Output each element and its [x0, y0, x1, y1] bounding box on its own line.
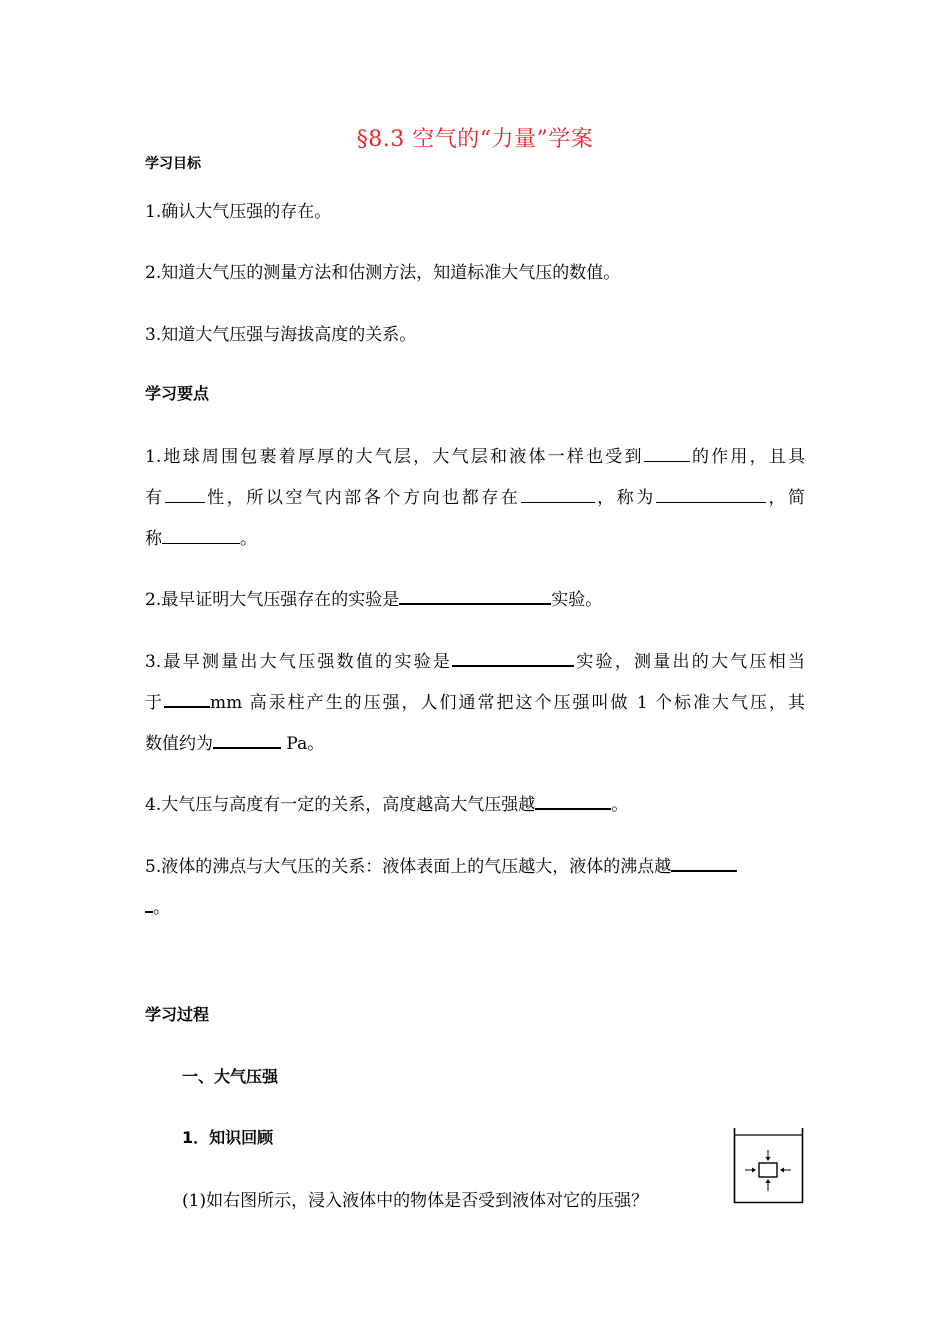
- q3-text-a: 3.最早测量出大气压强数值的实验是: [145, 652, 453, 672]
- q3-blank-value[interactable]: [213, 732, 281, 749]
- q4-text-a: 4.大气压与高度有一定的关系，高度越高大气压强越: [145, 795, 536, 815]
- key-point-3-line-2: [145, 688, 805, 713]
- key-point-2: [145, 585, 602, 610]
- q1-text-b: 的作用，且具: [689, 447, 806, 467]
- q1-text-a: 1.地球周围包裹着厚厚的大气层，大气层和液体一样也受到: [145, 447, 644, 467]
- q3-blank-experiment[interactable]: [452, 650, 574, 667]
- key-point-3-line-1: [145, 647, 805, 672]
- q1-blank-exists[interactable]: [521, 487, 595, 503]
- q2-text-a: 2.最早证明大气压强存在的实验是: [145, 590, 400, 610]
- key-point-1-line-1: [145, 442, 805, 467]
- q4-blank[interactable]: [535, 793, 611, 810]
- q1-text-g: 称: [145, 529, 162, 549]
- q2-text-b: 实验。: [551, 590, 603, 610]
- goal-item-1: 1.确认大气压强的存在。: [145, 202, 332, 222]
- q1-blank-name[interactable]: [656, 487, 766, 503]
- goal-item-2: 2.知道大气压的测量方法和估测方法，知道标准大气压的数值。: [145, 263, 621, 283]
- q1-text-d: 性，所以空气内部各个方向也都存在: [204, 488, 521, 508]
- atmospheric-pressure-heading: 一、大气压强: [182, 1067, 279, 1086]
- q5-blank-cont[interactable]: [145, 896, 153, 913]
- q3-text-c: 于: [145, 693, 164, 713]
- q1-blank-force[interactable]: [644, 446, 690, 462]
- key-point-5-line-1: [145, 852, 737, 877]
- key-point-3-line-3: [145, 729, 324, 754]
- key-points-heading: 学习要点: [145, 384, 210, 403]
- q1-text-e: ，称为: [594, 488, 656, 508]
- question-1: (1)如右图所示，浸入液体中的物体是否受到液体对它的压强？: [182, 1191, 649, 1211]
- knowledge-review-heading: 1．知识回顾: [182, 1128, 274, 1147]
- q4-text-b: 。: [611, 795, 629, 815]
- document-title: §8.3 空气的“力量”学案: [356, 127, 594, 152]
- q3-text-d: mm 高汞柱产生的压强，人们通常把这个压强叫做 1 个标准大气压，其: [210, 693, 805, 713]
- q1-text-c: 有: [145, 488, 165, 508]
- q3-text-f: Pa。: [281, 734, 325, 754]
- q1-blank-short[interactable]: [162, 528, 240, 544]
- q5-text-a: 5.液体的沸点与大气压的关系：液体表面上的气压越大，液体的沸点越: [145, 857, 672, 877]
- submerged-object-diagram: [733, 1128, 804, 1204]
- q2-blank-experiment[interactable]: [399, 588, 551, 605]
- key-point-1-line-3: [145, 524, 257, 549]
- key-point-5-line-2: [145, 893, 170, 918]
- learning-process-heading: 学习过程: [145, 1005, 210, 1024]
- q5-blank[interactable]: [671, 855, 737, 872]
- q3-text-e: 数值约为: [145, 734, 213, 754]
- key-point-1-line-2: [145, 483, 805, 508]
- q1-blank-property[interactable]: [165, 487, 205, 503]
- q1-text-f: ，简: [765, 488, 806, 508]
- goal-item-3: 3.知道大气压强与海拔高度的关系。: [145, 325, 417, 345]
- key-point-4: [145, 790, 628, 815]
- q5-text-b: 。: [153, 898, 170, 918]
- q1-text-h: 。: [240, 529, 257, 549]
- learning-goals-heading: 学习目标: [145, 156, 201, 172]
- q3-blank-mm[interactable]: [164, 691, 210, 708]
- q3-text-b: 实验，测量出的大气压相当: [574, 652, 805, 672]
